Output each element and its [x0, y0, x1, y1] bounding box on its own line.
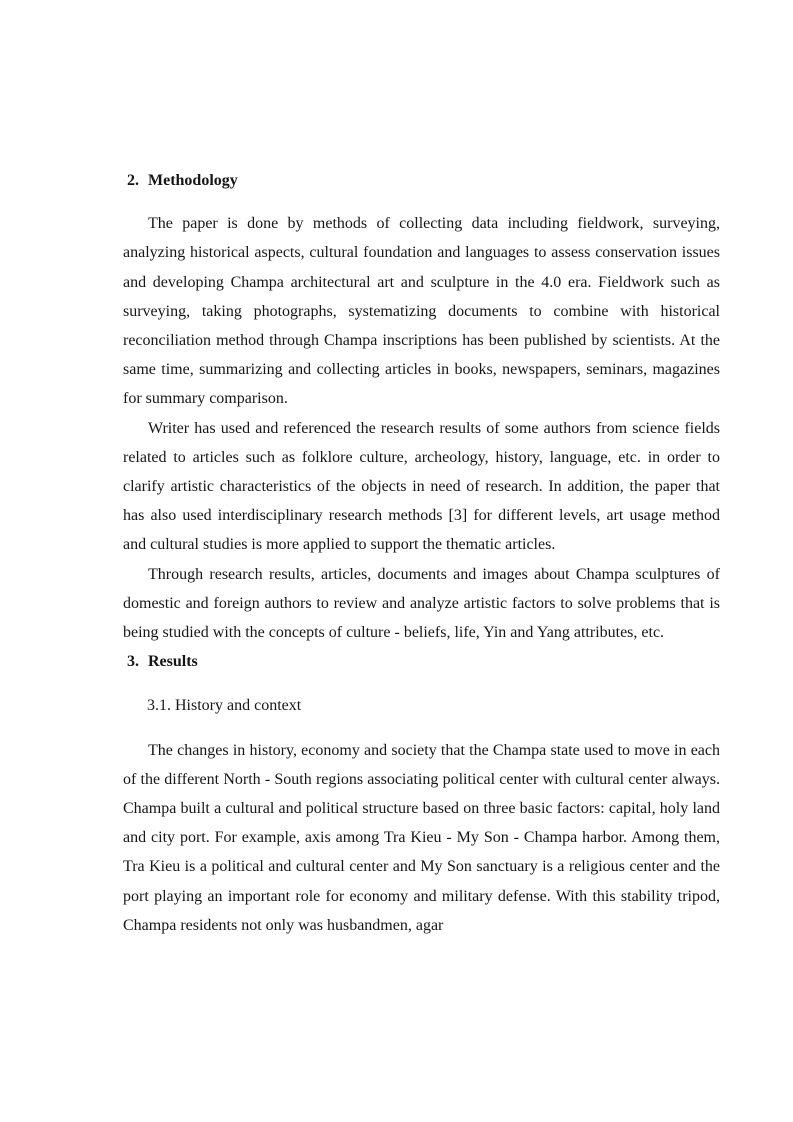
- section-heading-methodology: [127, 166, 720, 195]
- paragraph-methodology-1: The paper is done by methods of collecting data including fieldwork, surveying, analyzing historical aspects, cultural foundation and languages to assess conservation issues and developing Champa architectural art and sculpture in the 4.0 era. Fieldwork such as surveying, taking photographs, systematizing documents to combine with historical reconciliation method through Champa inscriptions has been published by scientists. At the same time, summarizing and collecting articles in books, newspapers, seminars, magazines for summary comparison.: [123, 215, 720, 408]
- page-body: [123, 166, 720, 940]
- paragraph-history-1: The changes in history, economy and society that the Champa state used to move in each of the different North - South regions associating political center with cultural center always. Champa built a cultural and political structure based on three basic factors: capital, holy land and city port. For example, axis among Tra Kieu - My Son - Champa harbor. Among them, Tra Kieu is a political and cultural center and My Son sanctuary is a religious center and the port playing an important role for economy and military defense. With this stability tripod, Champa residents not only was husbandmen, agar: [123, 741, 720, 934]
- section-number: 3.: [127, 653, 139, 671]
- subsection-heading-history-and-context: 3.1. History and context: [147, 697, 302, 715]
- section-number: 2.: [127, 172, 139, 189]
- section-title: Methodology: [148, 172, 238, 189]
- paragraph-methodology-2: Writer has used and referenced the research results of some authors from science fields related to articles such as folklore culture, archeology, history, language, etc. in order to clarify artistic characteristics of the objects in need of research. In addition, the paper that has also used interdisciplinary research methods [3] for different levels, art usage method and cultural studies is more applied to support the thematic articles.: [123, 419, 720, 554]
- section-title: Results: [148, 653, 198, 671]
- section-heading-results: [127, 647, 720, 676]
- paragraph-methodology-3: Through research results, articles, documents and images about Champa sculptures of domestic and foreign authors to review and analyze artistic factors to solve problems that is being studied with the concepts of culture - beliefs, life, Yin and Yang attributes, etc.: [123, 565, 720, 642]
